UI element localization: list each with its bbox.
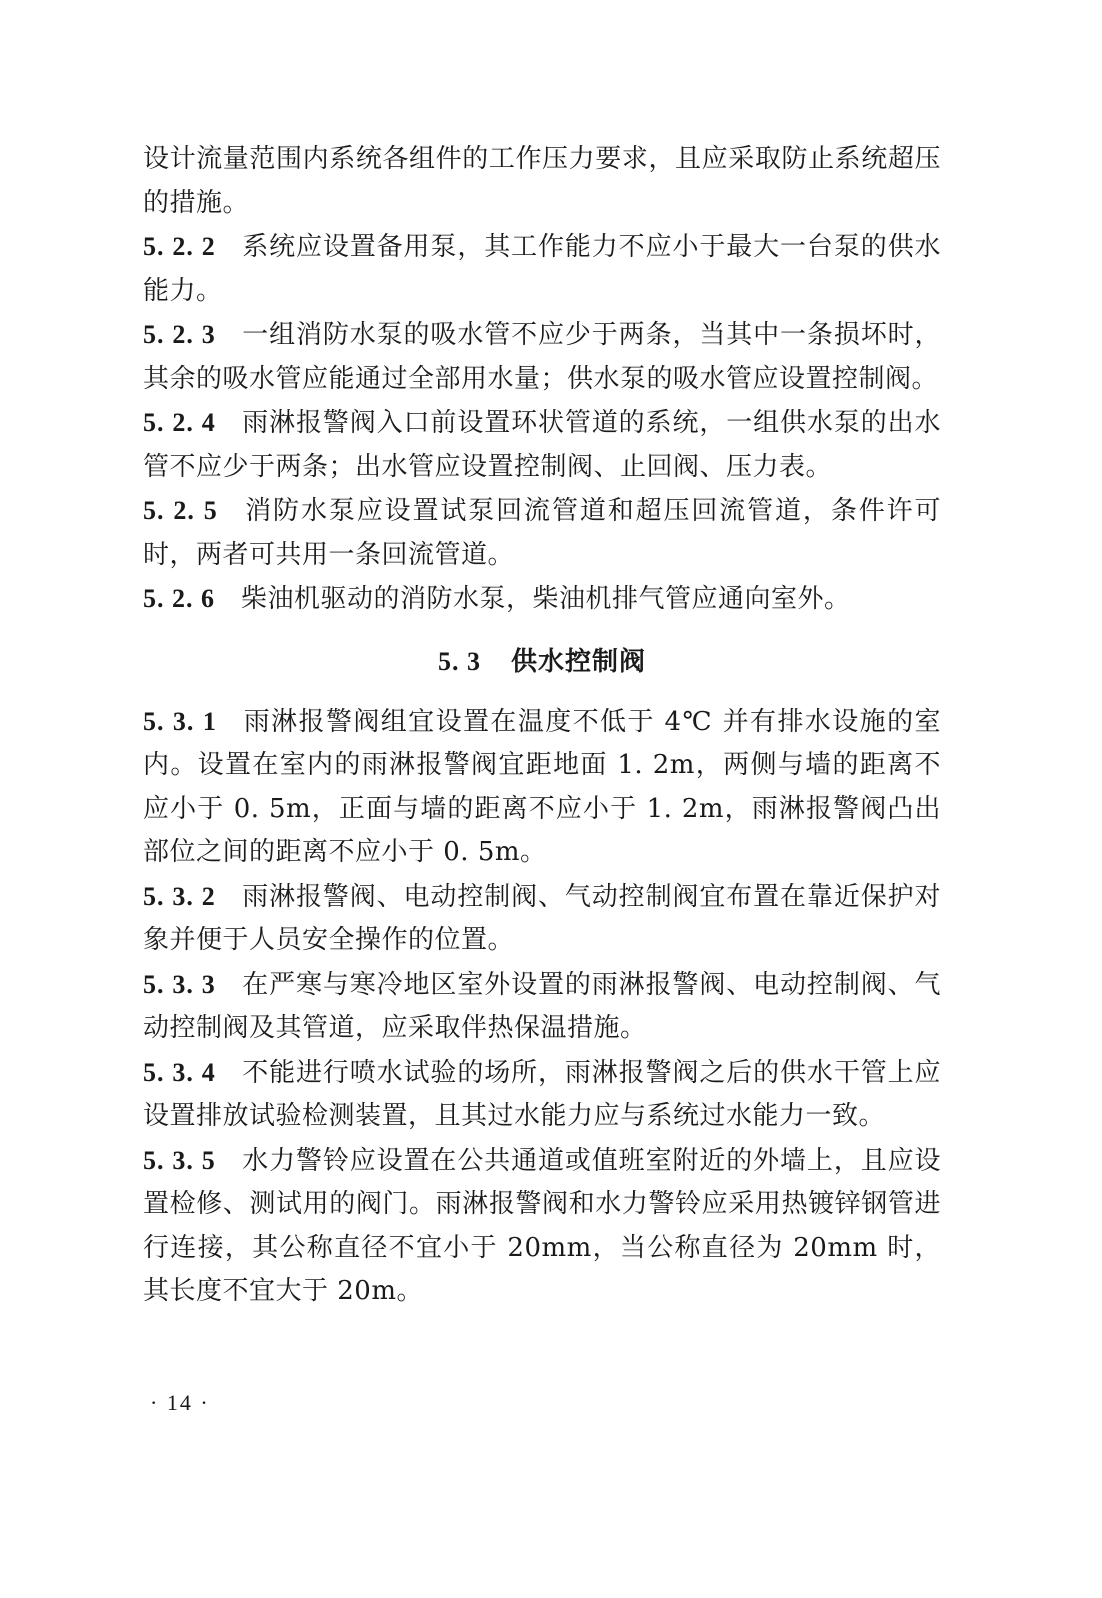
clause-text: 水力警铃应设置在公共通道或值班室附近的外墙上，且应设置检修、测试用的阀门。雨淋报警阀和水力警铃应采用热镀锌钢管进行连接，其公称直径不宜小于 20mm，当公称直径为 20mm 时，其长度不宜大于 20m。: [143, 1145, 941, 1306]
section-heading: [143, 640, 941, 684]
clause-text: 不能进行喷水试验的场所，雨淋报警阀之后的供水干管上应设置排放试验检测装置，且其过水能力应与系统过水能力一致。: [143, 1057, 941, 1131]
clause-number: 5. 3. 2: [143, 881, 216, 911]
clause-number: 5. 2. 3: [143, 320, 216, 349]
clause-text: 设计流量范围内系统各组件的工作压力要求，且应采取防止系统超压的措施。: [143, 144, 941, 218]
clause-text: 雨淋报警阀、电动控制阀、气动控制阀宜布置在靠近保护对象并便于人员安全操作的位置。: [143, 881, 941, 955]
clause-5-3-5: [143, 1139, 941, 1314]
clause-5-3-4: [143, 1051, 941, 1139]
document-body: [143, 138, 941, 1314]
clause-5-2-3: [143, 313, 941, 401]
clause-5-2-5: [143, 489, 941, 577]
clause-number: 5. 3. 3: [143, 969, 216, 999]
clause-5-3-2: [143, 875, 941, 963]
clause-text: 柴油机驱动的消防水泵，柴油机排气管应通向室外。: [241, 584, 851, 614]
clause-5-3-1: [143, 700, 941, 875]
clause-number: 5. 2. 5: [143, 496, 218, 525]
section-title-text: 供水控制阀: [510, 646, 646, 677]
clause-number: 5. 3. 5: [143, 1145, 216, 1175]
clause-text: 在严寒与寒冷地区室外设置的雨淋报警阀、电动控制阀、气动控制阀及其管道，应采取伴热保温措施。: [143, 969, 941, 1043]
clause-number: 5. 3. 1: [143, 706, 217, 736]
clause-5-2-6: [143, 577, 941, 622]
clause-text: 消防水泵应设置试泵回流管道和超压回流管道，条件许可时，两者可共用一条回流管道。: [143, 496, 941, 570]
clause-5-2-4: [143, 401, 941, 489]
clause-text: 系统应设置备用泵，其工作能力不应小于最大一台泵的供水能力。: [143, 232, 941, 306]
clause-text: 一组消防水泵的吸水管不应少于两条，当其中一条损坏时，其余的吸水管应能通过全部用水量；供水泵的吸水管应设置控制阀。: [143, 320, 941, 394]
page-number: · 14 ·: [150, 1390, 210, 1415]
clause-number: 5. 2. 6: [143, 584, 215, 613]
clause-5-2-2: [143, 225, 941, 313]
clause-number: 5. 3. 4: [143, 1057, 216, 1087]
section-number: 5. 3: [437, 646, 481, 676]
clause-number: 5. 2. 4: [143, 408, 216, 437]
clause-5-3-3: [143, 963, 941, 1051]
clause-text: 雨淋报警阀组宜设置在温度不低于 4℃ 并有排水设施的室内。设置在室内的雨淋报警阀宜距地面 1. 2m，两侧与墙的距离不应小于 0. 5m，正面与墙的距离不应小于 1. 2m，雨淋报警阀凸出部位之间的距离不应小于 0. 5m。: [143, 706, 941, 867]
clause-continuation: [143, 138, 941, 225]
clause-number: 5. 2. 2: [143, 232, 216, 261]
clause-text: 雨淋报警阀入口前设置环状管道的系统，一组供水泵的出水管不应少于两条；出水管应设置控制阀、止回阀、压力表。: [143, 408, 941, 482]
